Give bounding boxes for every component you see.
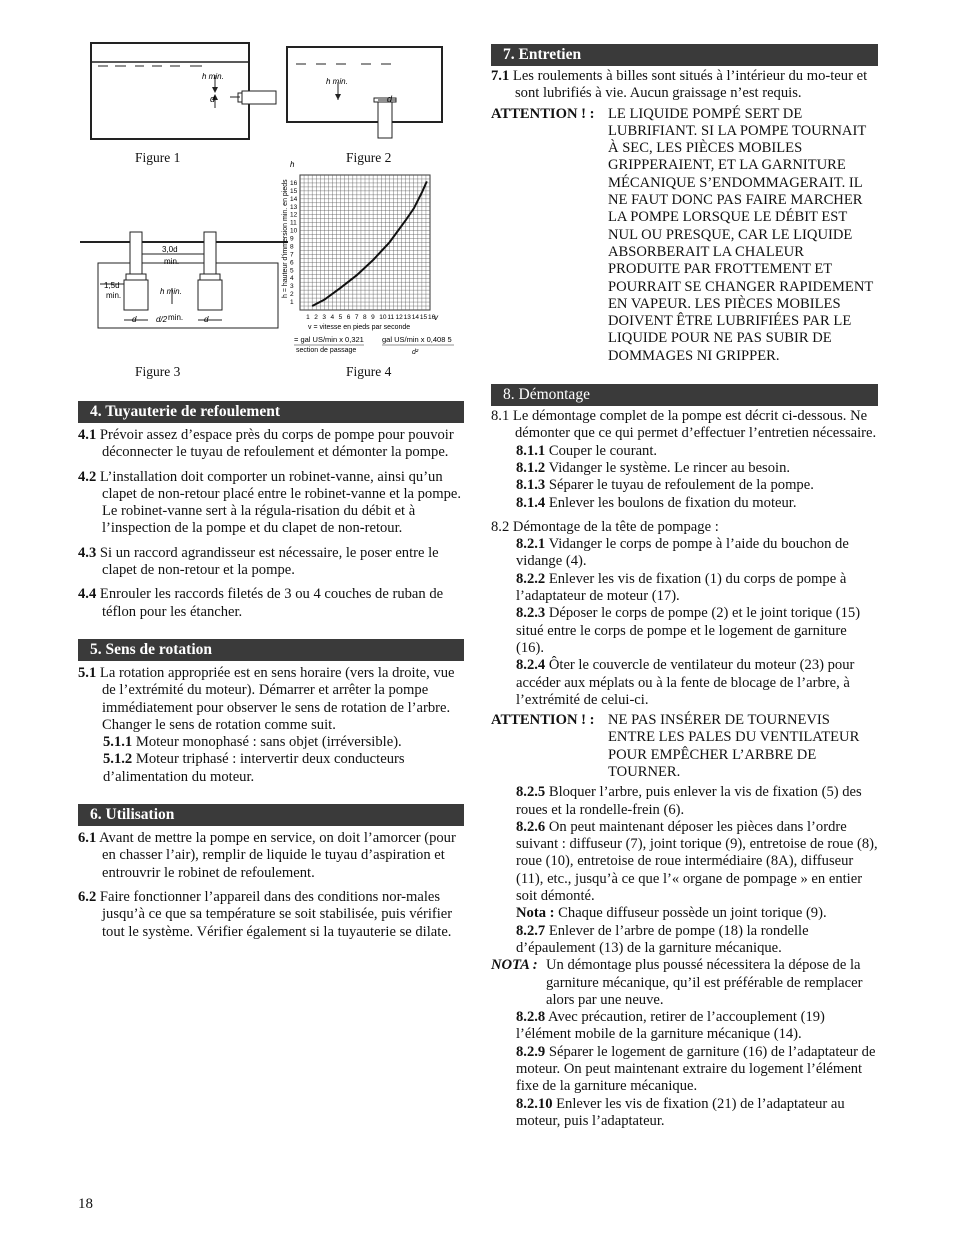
- fig3-h-min-label: h min.: [160, 287, 182, 296]
- chart-x-tick: 7: [354, 314, 359, 321]
- chart-x-tick: 10: [379, 314, 387, 321]
- figure-3-caption: Figure 3: [135, 364, 181, 379]
- chart-x-tick: 13: [403, 314, 411, 321]
- item-4-2: 4.2 L’installation doit comporter un robinet-vanne, ainsi qu’un clapet de non-retour placé entre le robinet-vanne et la pompe. Le robinet-vanne sert à la régula-risation du débit et à l’inspection de la pompe et du clapet de non-retour.: [78, 468, 462, 537]
- figure-1-caption: Figure 1: [135, 150, 181, 165]
- item-8-2-9: 8.2.9 Séparer le logement de garniture (16) de l’adaptateur de moteur. On peut maintenant extraire du logement l’élément fixe de la garniture mécanique.: [516, 1043, 876, 1095]
- chart-x-tick: 11: [387, 314, 395, 321]
- formula-right: gal US/min x 0,408 5: [382, 335, 452, 344]
- chart-y-tick: 9: [290, 235, 294, 243]
- item-8-1-3: 8.1.3 Séparer le tuyau de refoulement de la pompe.: [516, 477, 814, 494]
- item-8-2-10: 8.2.10 Enlever les vis de fixation (21) de l’adaptateur au moteur, puis l’adaptateur.: [516, 1095, 845, 1129]
- chart-x-tick: 1: [306, 314, 310, 321]
- figure-4-chart: [278, 158, 468, 358]
- item-8-2: 8.2 Démontage de la tête de pompage :: [491, 518, 719, 535]
- item-5-1: 5.1 La rotation appropriée est en sens horaire (vers la droite, vue de l’extrémité du moteur). Démarrer et arrêter la pompe immédiatement pour observer le sens de rotation de l’arbre. Changer le sens de rotation comme suit.: [78, 664, 455, 733]
- fig3-min3-label: min.: [168, 313, 184, 322]
- formula-left-sub: section de passage: [296, 347, 357, 354]
- formula-right-sub: d²: [412, 349, 419, 356]
- item-8-1: 8.1 Le démontage complet de la pompe est décrit ci-dessous. Ne démonter que ce qui permet d’effectuer l’entretien nécessaire.: [491, 408, 877, 442]
- chart-x-tick: 6: [346, 314, 351, 321]
- item-8-1-1: 8.1.1 Couper le courant.: [516, 442, 658, 459]
- chart-x-tick: 4: [330, 314, 335, 321]
- item-8-2-3: 8.2.3 Déposer le corps de pompe (2) et le joint torique (15) situé entre le corps de pompe et le logement de garniture (16).: [516, 605, 861, 656]
- chart-x-tick: 16: [428, 314, 436, 321]
- formula-left: = gal US/min x 0,321: [294, 335, 364, 344]
- chart-x-tick: 8: [363, 314, 367, 321]
- chart-y-tick: 4: [290, 275, 294, 283]
- fig2-d-label: d: [387, 94, 393, 104]
- chart-y-tick: 14: [290, 195, 298, 203]
- chart-y-tick: 11: [290, 219, 297, 227]
- page-number: 18: [78, 1196, 93, 1212]
- item-8-2-5: 8.2.5 Bloquer l’arbre, puis enlever la vis de fixation (5) des roues et la rondelle-frein (6).: [516, 784, 862, 818]
- chart-x-letter: v: [434, 313, 438, 322]
- fig3-d-label-left: d: [132, 315, 137, 324]
- fig1-d-label: d: [210, 94, 216, 104]
- item-8-2-2: 8.2.2 Enlever les vis de fixation (1) du corps de pompe à l’adaptateur de moteur (17).: [516, 570, 847, 605]
- figure-4-caption: Figure 4: [346, 364, 392, 379]
- item-8-2-1: 8.2.1 Vidanger le corps de pompe à l’aide du bouchon de vidange (4).: [516, 536, 849, 570]
- left-column: [78, 401, 464, 941]
- chart-y-tick: 3: [290, 283, 294, 291]
- chart-x-tick: 14: [411, 314, 419, 321]
- chart-y-tick: 12: [290, 211, 298, 219]
- chart-y-tick: 6: [290, 259, 294, 267]
- chart-y-tick: 15: [290, 187, 298, 195]
- chart-x-tick: 5: [338, 314, 343, 321]
- chart-x-tick: 12: [395, 314, 403, 321]
- fig3-min-label: min.: [164, 257, 180, 266]
- fig2-h-min-label: h min.: [326, 77, 348, 86]
- nota-8-2-7: NOTA : Un démontage plus poussé nécessitera la dépose de la garniture mécanique, qu’il est préférable de remplacer alors par une neuve.: [491, 957, 863, 1008]
- chart-y-tick: 1: [290, 299, 294, 307]
- item-8-2-7: 8.2.7 Enlever de l’arbre de pompe (18) la rondelle d’épaulement (13) de la garniture mécanique.: [516, 922, 809, 956]
- chart-y-axis-label: h = hauteur d'immersion min. en pieds: [282, 179, 289, 298]
- section-7-heading: 7. Entretien: [491, 44, 878, 66]
- nota-8-2-6: Nota : Chaque diffuseur possède un joint torique (9).: [516, 905, 827, 922]
- item-8-2-8: 8.2.8 Avec précaution, retirer de l’accouplement (19) l’élément mobile de la garniture mécanique (14).: [516, 1009, 825, 1043]
- item-5-1-1: 5.1.1 Moteur monophasé : sans objet (irréversible).: [103, 734, 402, 751]
- fig3-15d-label: 1,5d: [104, 281, 120, 290]
- item-8-1-4: 8.1.4 Enlever les boulons de fixation du moteur.: [516, 494, 797, 511]
- fig3-min2-label: min.: [106, 291, 122, 300]
- chart-x-tick: 3: [322, 314, 326, 321]
- chart-y-tick: 2: [290, 291, 294, 299]
- figure-3-diagram: [80, 228, 290, 338]
- item-8-2-4: 8.2.4 Ôter le couvercle de ventilateur du moteur (23) pour accéder aux méplats ou à la fente de blocage de l’arbre, à l’extrémité de celui-ci.: [516, 657, 855, 708]
- section-4-heading: 4. Tuyauterie de refoulement: [78, 401, 464, 423]
- item-4-4: 4.4 Enrouler les raccords filetés de 3 ou 4 couches de ruban de téflon pour les étancher.: [78, 586, 444, 620]
- chart-x-axis-label: v = vitesse en pieds par seconde: [308, 324, 411, 331]
- item-8-1-2: 8.1.2 Vidanger le système. Le rincer au besoin.: [516, 459, 791, 476]
- chart-y-tick: 10: [290, 227, 298, 235]
- section-5-heading: 5. Sens de rotation: [78, 639, 464, 661]
- chart-y-tick: 7: [290, 251, 294, 259]
- chart-x-tick: 9: [371, 314, 375, 321]
- item-7-1: 7.1 Les roulements à billes sont situés à l’intérieur du mo-teur et sont lubrifiés à vie. Aucun graissage n’est requis.: [491, 68, 868, 102]
- item-5-1-2: 5.1.2 Moteur triphasé : intervertir deux conducteurs d’alimentation du moteur.: [103, 751, 405, 785]
- right-column: [491, 44, 878, 1130]
- section-6-heading: 6. Utilisation: [78, 804, 464, 826]
- chart-y-tick: 16: [290, 179, 298, 187]
- chart-y-top-label: h: [290, 160, 295, 169]
- figure-2-diagram: [286, 42, 461, 152]
- item-8-2-6: 8.2.6 On peut maintenant déposer les pièces dans l’ordre suivant : diffuseur (7), joint torique (9), entretoise de roue (8), roue (10), entretoise de roue intermédiaire (8A), diffuseur (11), etc., jusqu’à ce que l’« organe de pompage » en entier soit démonté.: [516, 818, 878, 905]
- chart-x-tick: 15: [419, 314, 428, 321]
- section-8-heading: 8. Démontage: [491, 384, 878, 406]
- figure-2-caption: Figure 2: [346, 150, 392, 165]
- item-4-3: 4.3 Si un raccord agrandisseur est nécessaire, le poser entre le clapet de non-retour et la pompe.: [78, 544, 439, 579]
- item-4-1: 4.1 Prévoir assez d’espace près du corps de pompe pour pouvoir déconnecter le tuyau de refoulement et démonter la pompe.: [78, 427, 454, 461]
- chart-y-tick: 8: [290, 243, 294, 251]
- chart-x-tick: 2: [314, 314, 318, 321]
- fig3-d-label-right: d: [204, 315, 209, 324]
- figure-1-diagram: [90, 42, 280, 142]
- chart-y-tick: 13: [290, 203, 298, 211]
- chart-y-tick: 5: [290, 267, 294, 275]
- item-6-1: 6.1 Avant de mettre la pompe en service, on doit l’amorcer (pour en chasser l’air), remplir de liquide le tuyau d’aspiration et entrouvrir le robinet de refoulement.: [78, 830, 456, 881]
- item-6-2: 6.2 Faire fonctionner l’appareil dans des conditions nor-males jusqu’à ce que sa température se soit stabilisée, puis vérifier tout le système. Vérifier également si la tuyauterie se dilate.: [78, 888, 453, 940]
- fig3-d-half-label: d/2: [156, 315, 168, 324]
- attention-7: ATTENTION ! : LE LIQUIDE POMPÉ SERT DE LUBRIFIANT. SI LA POMPE TOURNAIT À SEC, LES PIÈCES MOBILES GRIPPERAIENT, ET LA GARNITURE MÉCANIQUE S’ENDOMMAGERAIT. IL NE FAUT DONC PAS FAIRE MARCHER LA POMPE LORSQUE LE DÉBIT EST NUL OU PRESQUE, CAR LE LIQUIDE ABSORBERAIT LA CHALEUR PRODUITE PAR FROTTEMENT ET POURRAIT SE CHANGER RAPIDEMENT EN VAPEUR. LES PIÈCES MOBILES DOIVENT ÊTRE LUBRIFIÉES PAR LE LIQUIDE POUR NE PAS SUBIR DE DOMMAGES NI GRIPPER.: [491, 105, 874, 364]
- fig1-h-min-label: h min.: [202, 72, 224, 81]
- attention-8: ATTENTION ! : NE PAS INSÉRER DE TOURNEVIS ENTRE LES PALES DU VENTILATEUR POUR EMPÊCHER L’ARBRE DE TOURNER.: [491, 712, 860, 780]
- fig3-3d-label: 3,0d: [162, 245, 178, 254]
